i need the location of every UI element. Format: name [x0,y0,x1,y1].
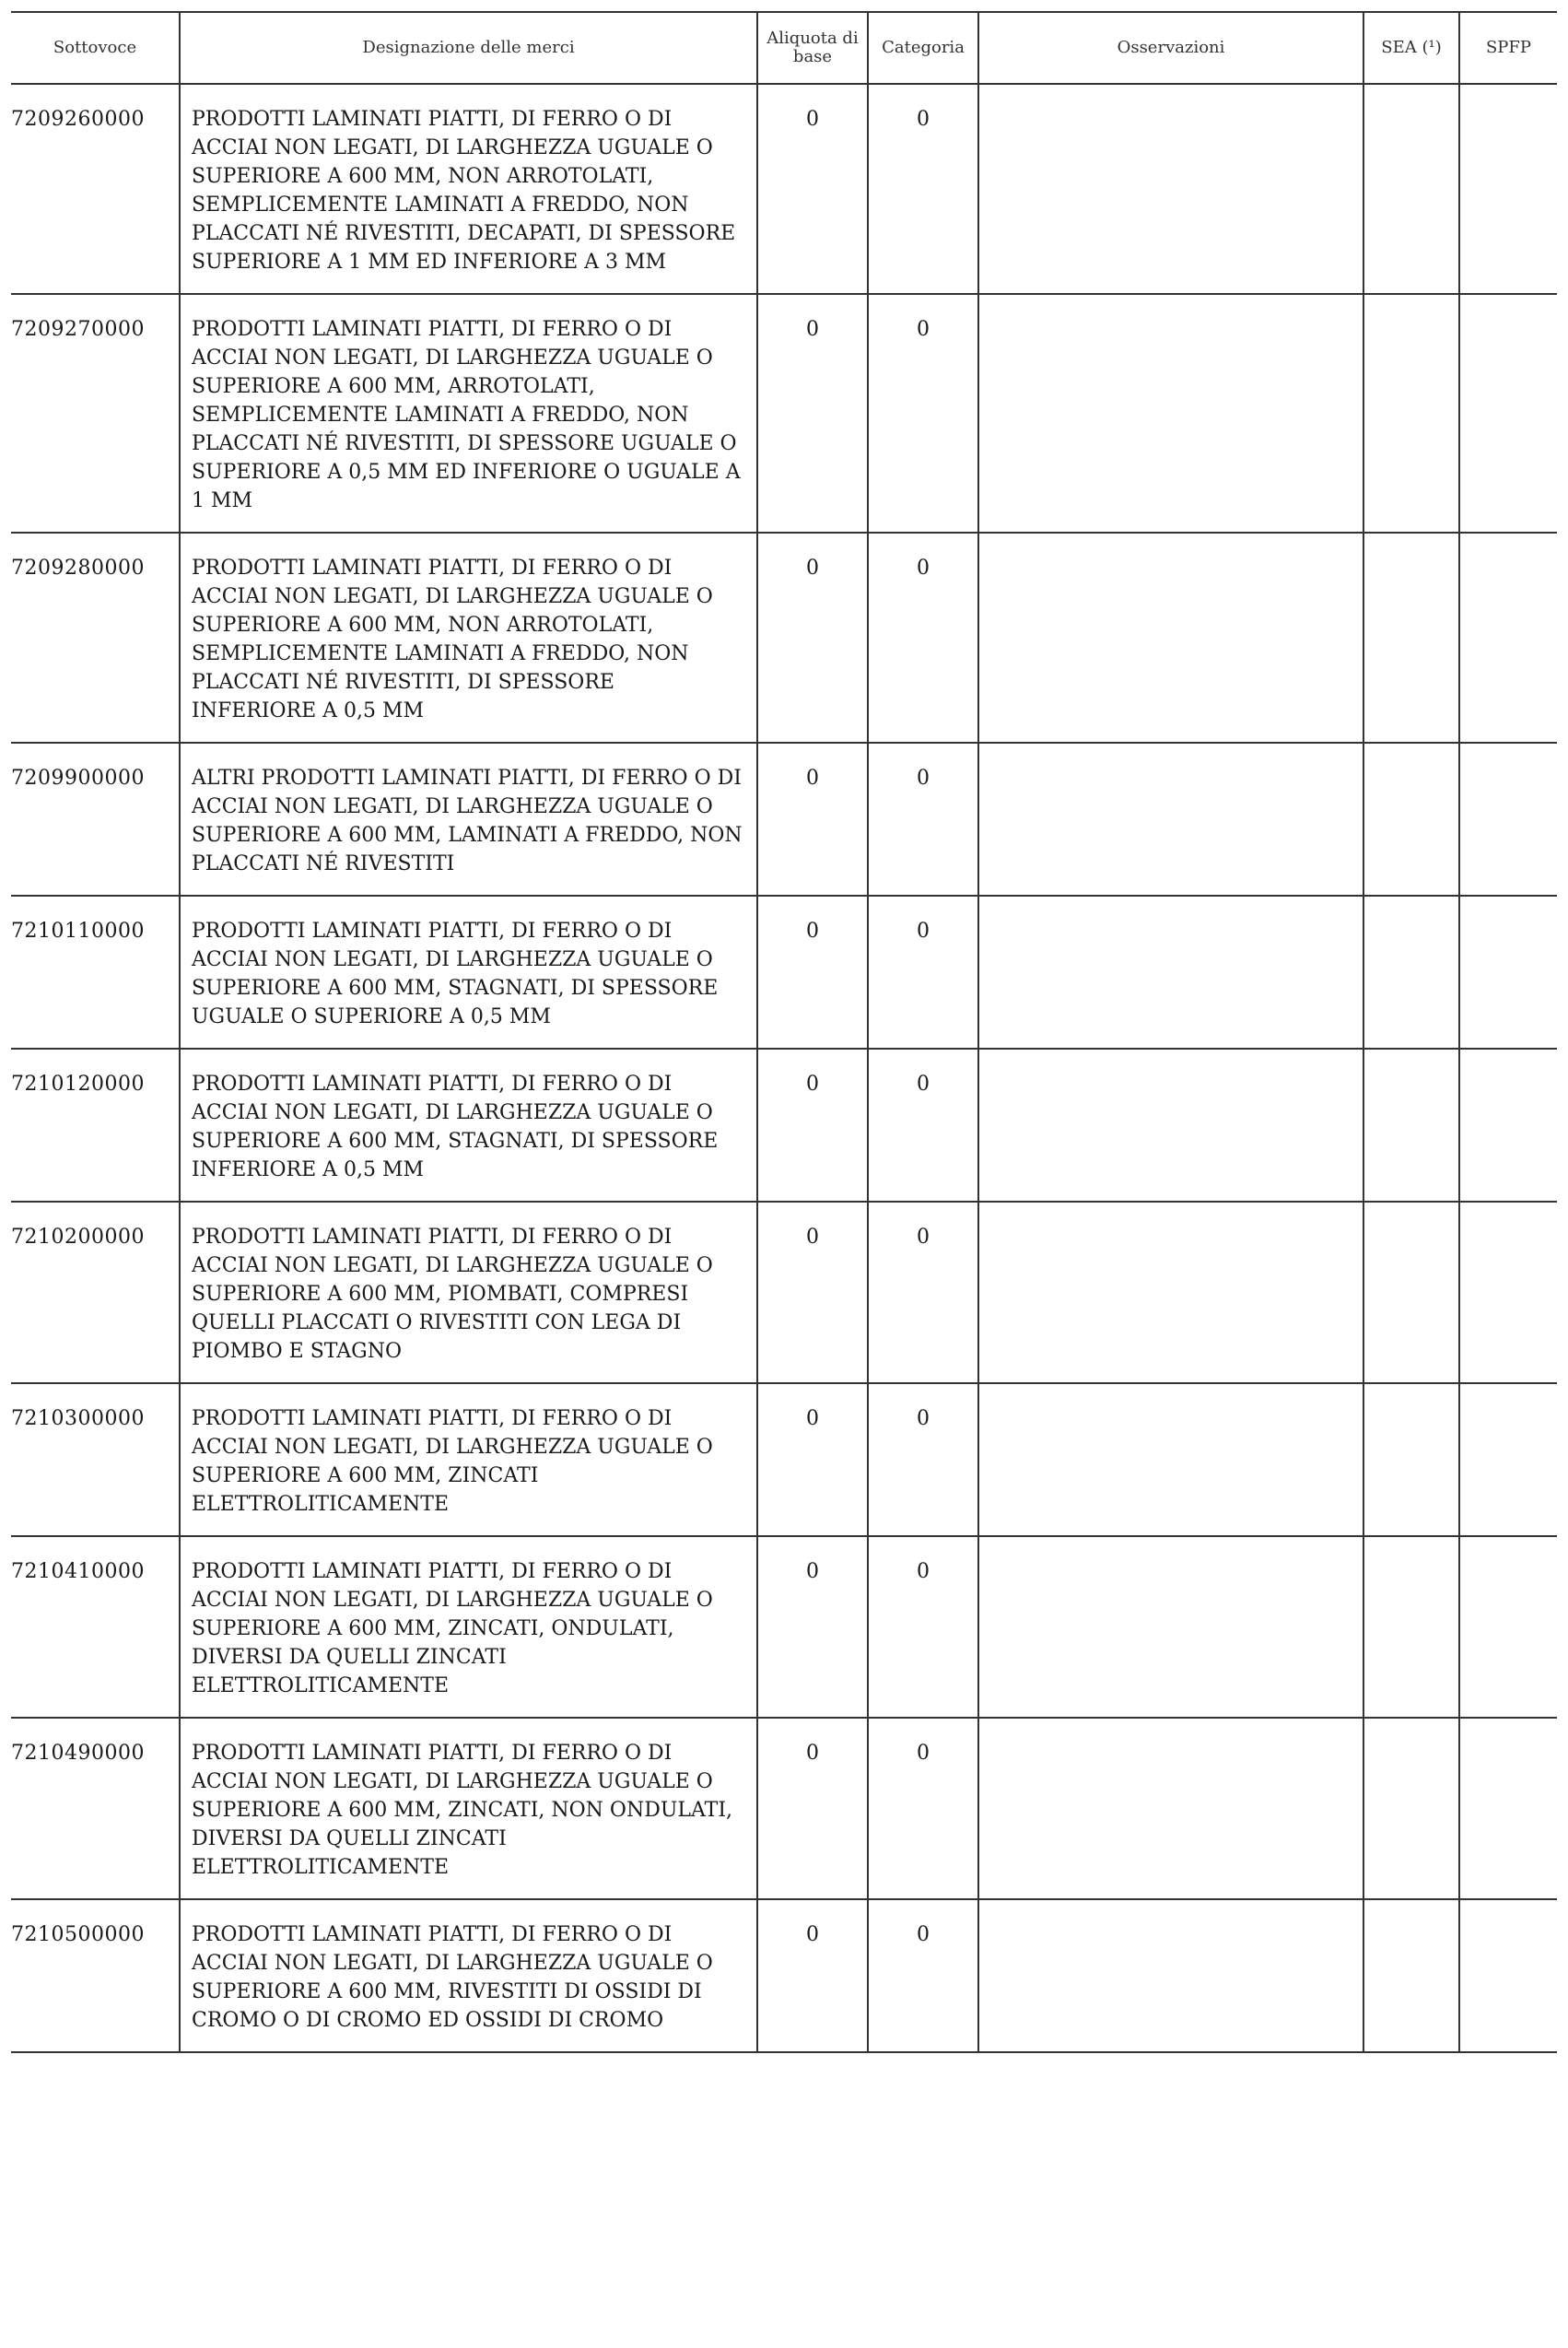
cell-categoria: 0 [868,1718,978,1899]
cell-sottovoce: 7209900000 [11,743,180,896]
header-categoria: Categoria [868,12,978,84]
table-row [11,896,1557,1049]
cell-sottovoce: 7210500000 [11,1899,180,2052]
table-row [11,294,1557,533]
cell-designazione: PRODOTTI LAMINATI PIATTI, DI FERRO O DI ACCIAI NON LEGATI, DI LARGHEZZA UGUALE O SUPERIORE A 600 MM, ARROTOLATI, SEMPLICEMENTE LAMINATI A FREDDO, NON PLACCATI NÉ RIVESTITI, DI SPESSORE UGUALE O SUPERIORE A 0,5 MM ED INFERIORE O UGUALE A 1 MM [180,294,757,533]
table-row [11,1202,1557,1383]
cell-spfp [1459,84,1557,294]
cell-spfp [1459,294,1557,533]
cell-sea [1363,896,1459,1049]
cell-spfp [1459,1202,1557,1383]
cell-sea [1363,1383,1459,1536]
cell-spfp [1459,1049,1557,1202]
header-designazione: Designazione delle merci [180,12,757,84]
cell-designazione: PRODOTTI LAMINATI PIATTI, DI FERRO O DI ACCIAI NON LEGATI, DI LARGHEZZA UGUALE O SUPERIORE A 600 MM, ZINCATI, NON ONDULATI, DIVERSI DA QUELLI ZINCATI ELETTROLITICAMENTE [180,1718,757,1899]
cell-categoria: 0 [868,1536,978,1718]
cell-aliquota: 0 [757,84,868,294]
cell-designazione: PRODOTTI LAMINATI PIATTI, DI FERRO O DI ACCIAI NON LEGATI, DI LARGHEZZA UGUALE O SUPERIORE A 600 MM, RIVESTITI DI OSSIDI DI CROMO O DI CROMO ED OSSIDI DI CROMO [180,1899,757,2052]
cell-aliquota: 0 [757,743,868,896]
cell-sottovoce: 7210200000 [11,1202,180,1383]
cell-sea [1363,1899,1459,2052]
cell-osservazioni [978,1049,1363,1202]
cell-spfp [1459,1899,1557,2052]
cell-categoria: 0 [868,533,978,743]
cell-categoria: 0 [868,1383,978,1536]
cell-sea [1363,1536,1459,1718]
table-header-row [11,12,1557,84]
cell-sea [1363,1718,1459,1899]
cell-spfp [1459,1536,1557,1718]
cell-osservazioni [978,1718,1363,1899]
cell-sottovoce: 7210300000 [11,1383,180,1536]
cell-sea [1363,84,1459,294]
cell-sottovoce: 7209280000 [11,533,180,743]
cell-designazione: PRODOTTI LAMINATI PIATTI, DI FERRO O DI ACCIAI NON LEGATI, DI LARGHEZZA UGUALE O SUPERIORE A 600 MM, ZINCATI, ONDULATI, DIVERSI DA QUELLI ZINCATI ELETTROLITICAMENTE [180,1536,757,1718]
cell-categoria: 0 [868,1899,978,2052]
cell-aliquota: 0 [757,1049,868,1202]
cell-categoria: 0 [868,743,978,896]
cell-categoria: 0 [868,294,978,533]
cell-aliquota: 0 [757,533,868,743]
cell-aliquota: 0 [757,294,868,533]
table-row [11,84,1557,294]
cell-osservazioni [978,743,1363,896]
cell-sottovoce: 7210410000 [11,1536,180,1718]
cell-osservazioni [978,294,1363,533]
table-row [11,1049,1557,1202]
cell-aliquota: 0 [757,1899,868,2052]
table-body [11,84,1557,2052]
cell-sottovoce: 7210120000 [11,1049,180,1202]
header-sottovoce: Sottovoce [11,12,180,84]
cell-spfp [1459,896,1557,1049]
cell-aliquota: 0 [757,1383,868,1536]
cell-spfp [1459,1718,1557,1899]
header-sea: SEA (¹) [1363,12,1459,84]
cell-osservazioni [978,84,1363,294]
cell-osservazioni [978,533,1363,743]
cell-aliquota: 0 [757,1718,868,1899]
header-aliquota: Aliquota di base [757,12,868,84]
cell-designazione: PRODOTTI LAMINATI PIATTI, DI FERRO O DI ACCIAI NON LEGATI, DI LARGHEZZA UGUALE O SUPERIORE A 600 MM, NON ARROTOLATI, SEMPLICEMENTE LAMINATI A FREDDO, NON PLACCATI NÉ RIVESTITI, DI SPESSORE INFERIORE A 0,5 MM [180,533,757,743]
table-row [11,1718,1557,1899]
cell-designazione: ALTRI PRODOTTI LAMINATI PIATTI, DI FERRO O DI ACCIAI NON LEGATI, DI LARGHEZZA UGUALE O SUPERIORE A 600 MM, LAMINATI A FREDDO, NON PLACCATI NÉ RIVESTITI [180,743,757,896]
cell-spfp [1459,1383,1557,1536]
table-row [11,1536,1557,1718]
cell-spfp [1459,533,1557,743]
cell-spfp [1459,743,1557,896]
cell-sea [1363,533,1459,743]
table-row [11,743,1557,896]
cell-designazione: PRODOTTI LAMINATI PIATTI, DI FERRO O DI ACCIAI NON LEGATI, DI LARGHEZZA UGUALE O SUPERIORE A 600 MM, STAGNATI, DI SPESSORE INFERIORE A 0,5 MM [180,1049,757,1202]
tariff-table [11,11,1557,2053]
cell-categoria: 0 [868,1202,978,1383]
cell-sottovoce: 7209260000 [11,84,180,294]
cell-categoria: 0 [868,84,978,294]
cell-osservazioni [978,1899,1363,2052]
cell-aliquota: 0 [757,1536,868,1718]
table-row [11,1899,1557,2052]
cell-sottovoce: 7209270000 [11,294,180,533]
header-osservazioni: Osservazioni [978,12,1363,84]
cell-aliquota: 0 [757,896,868,1049]
cell-sottovoce: 7210110000 [11,896,180,1049]
cell-osservazioni [978,896,1363,1049]
cell-sea [1363,1049,1459,1202]
document-page [11,11,1557,2053]
cell-sea [1363,294,1459,533]
cell-aliquota: 0 [757,1202,868,1383]
cell-osservazioni [978,1202,1363,1383]
cell-categoria: 0 [868,1049,978,1202]
cell-osservazioni [978,1383,1363,1536]
cell-sea [1363,743,1459,896]
cell-categoria: 0 [868,896,978,1049]
header-spfp: SPFP [1459,12,1557,84]
cell-sea [1363,1202,1459,1383]
cell-designazione: PRODOTTI LAMINATI PIATTI, DI FERRO O DI ACCIAI NON LEGATI, DI LARGHEZZA UGUALE O SUPERIORE A 600 MM, PIOMBATI, COMPRESI QUELLI PLACCATI O RIVESTITI CON LEGA DI PIOMBO E STAGNO [180,1202,757,1383]
cell-designazione: PRODOTTI LAMINATI PIATTI, DI FERRO O DI ACCIAI NON LEGATI, DI LARGHEZZA UGUALE O SUPERIORE A 600 MM, ZINCATI ELETTROLITICAMENTE [180,1383,757,1536]
cell-osservazioni [978,1536,1363,1718]
cell-sottovoce: 7210490000 [11,1718,180,1899]
table-row [11,1383,1557,1536]
cell-designazione: PRODOTTI LAMINATI PIATTI, DI FERRO O DI ACCIAI NON LEGATI, DI LARGHEZZA UGUALE O SUPERIORE A 600 MM, NON ARROTOLATI, SEMPLICEMENTE LAMINATI A FREDDO, NON PLACCATI NÉ RIVESTITI, DECAPATI, DI SPESSORE SUPERIORE A 1 MM ED INFERIORE A 3 MM [180,84,757,294]
table-row [11,533,1557,743]
cell-designazione: PRODOTTI LAMINATI PIATTI, DI FERRO O DI ACCIAI NON LEGATI, DI LARGHEZZA UGUALE O SUPERIORE A 600 MM, STAGNATI, DI SPESSORE UGUALE O SUPERIORE A 0,5 MM [180,896,757,1049]
